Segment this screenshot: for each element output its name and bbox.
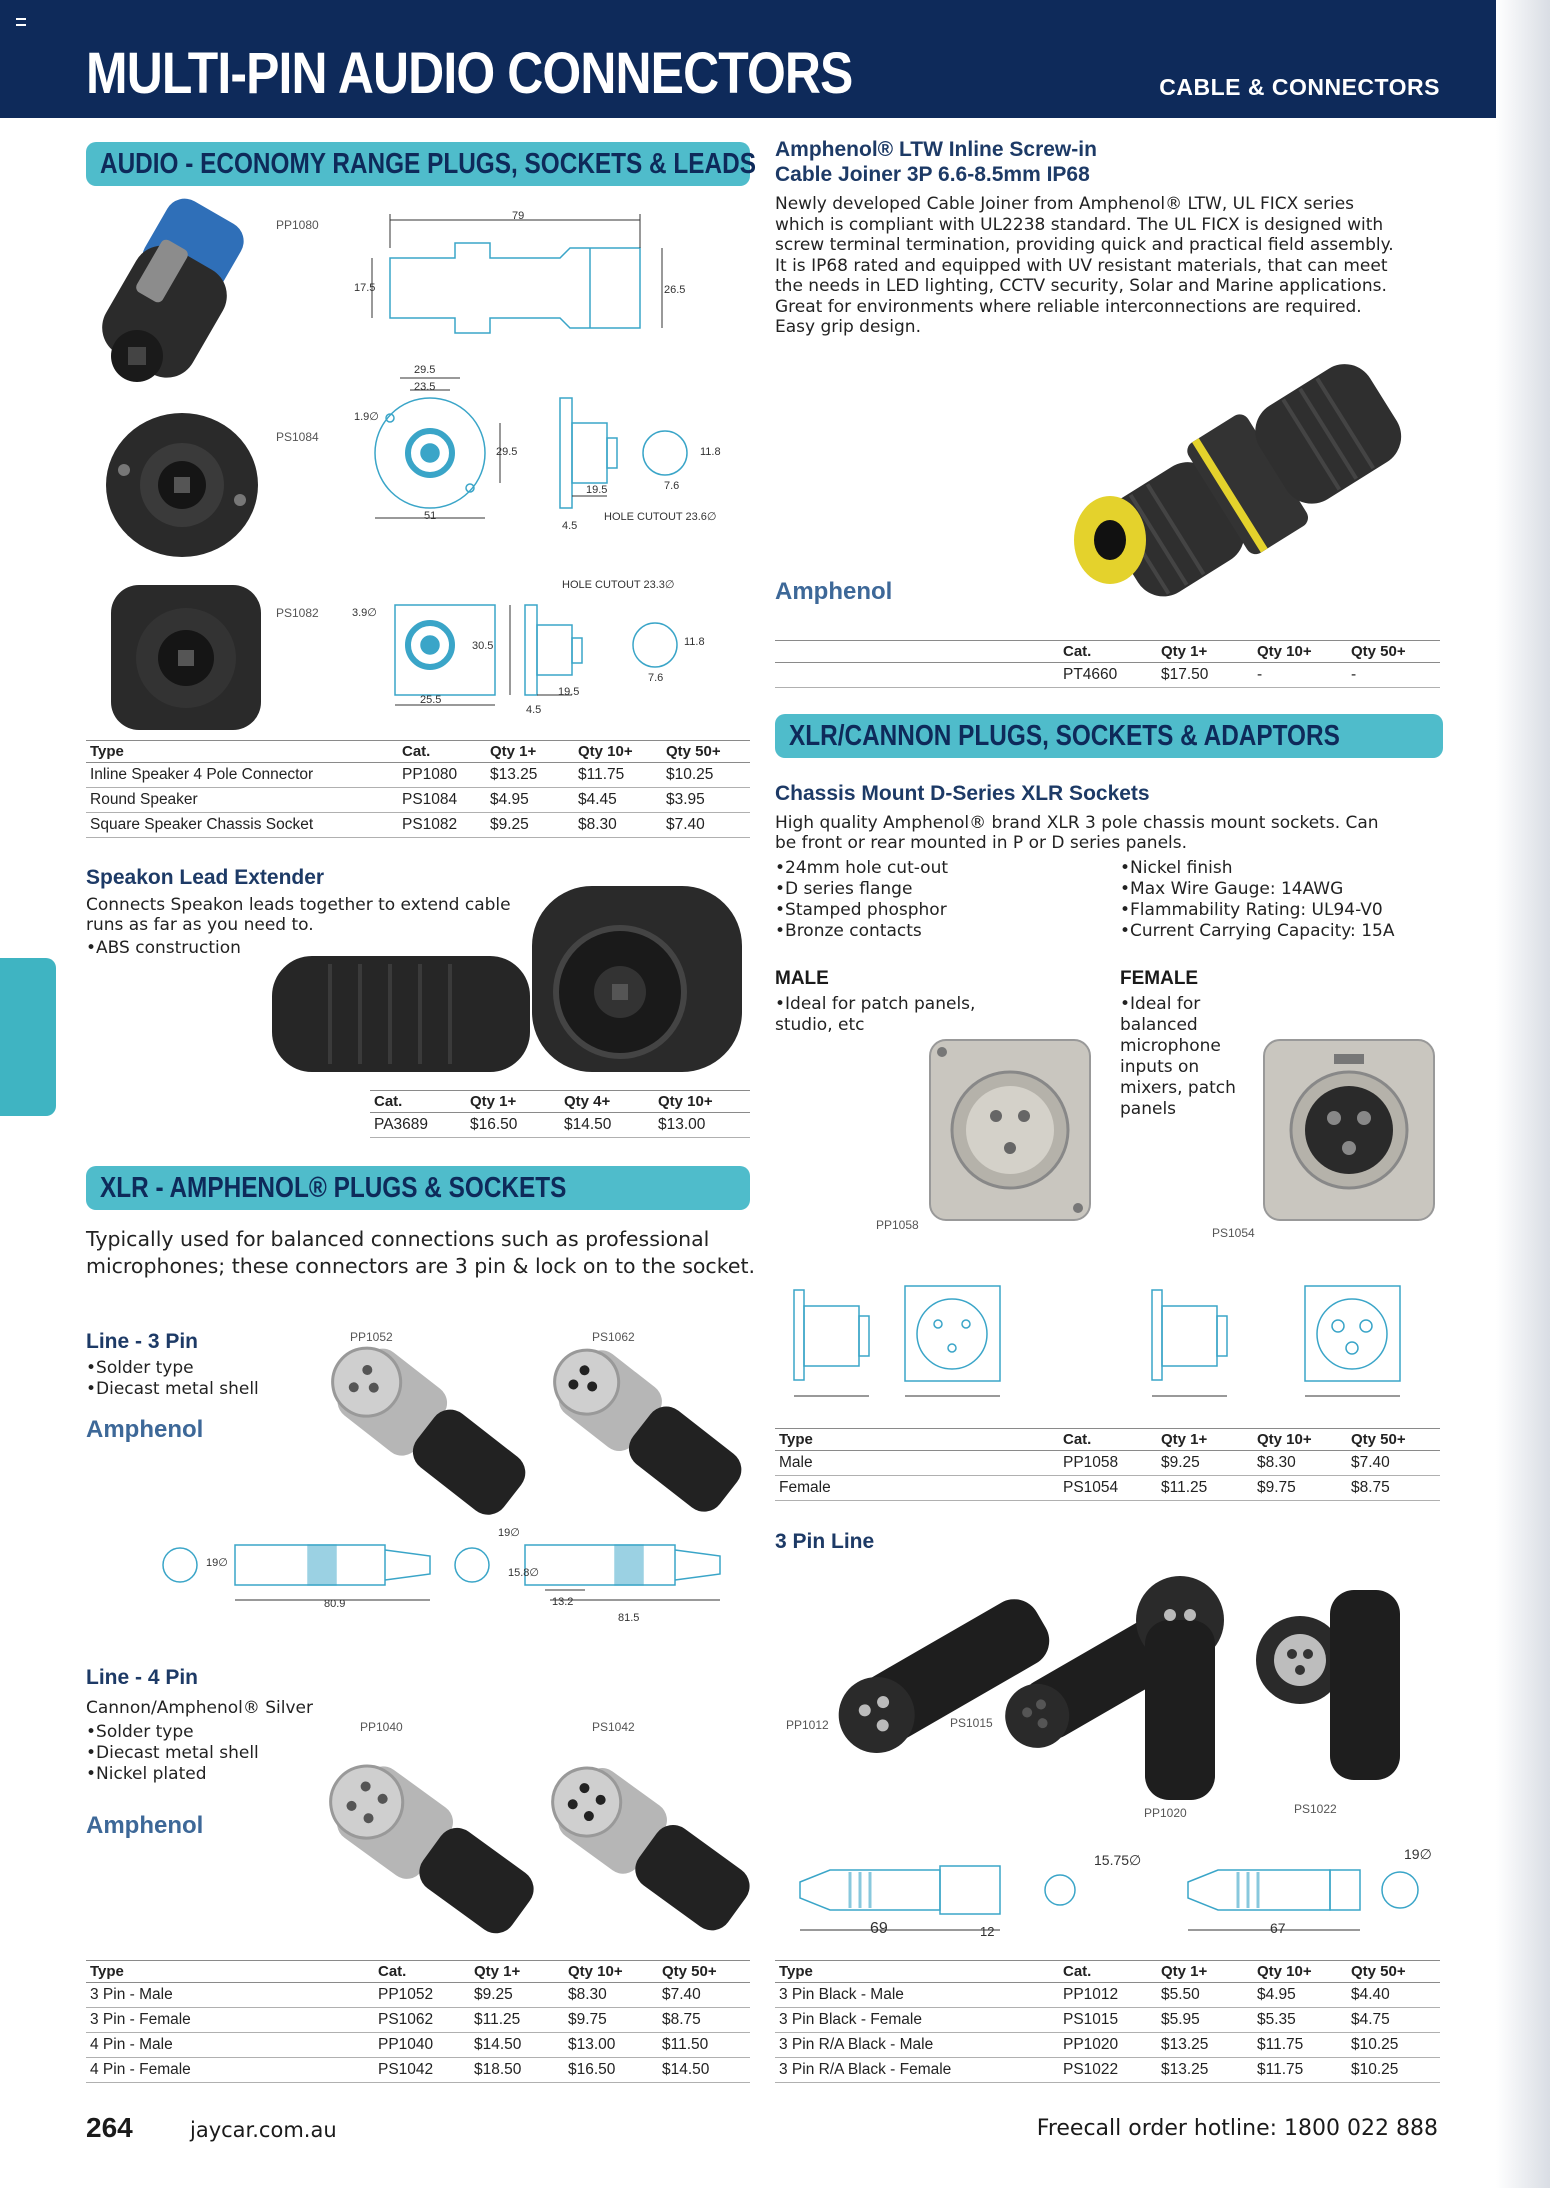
product-code: PP1080 xyxy=(276,218,319,232)
chassis-title: Chassis Mount D-Series XLR Sockets xyxy=(775,782,1150,805)
amphenol-logo: Amphenol xyxy=(86,1416,204,1443)
amphenol-logo: Amphenol xyxy=(86,1812,204,1839)
line3-black-title: 3 Pin Line xyxy=(775,1530,875,1553)
speakon-title: Speakon Lead Extender xyxy=(86,866,325,889)
product-code: PP1058 xyxy=(876,1218,919,1232)
col-header: Qty 10+ xyxy=(1253,1429,1347,1451)
col-header: Qty 10+ xyxy=(654,1091,750,1113)
chassis-bullets-right: • Nickel finish • Max Wire Gauge: 14AWG • Flammability Rating: UL94-V0 • Current Carrying Capacity: 15A xyxy=(1120,858,1450,942)
dimension-label: 15.8∅ xyxy=(508,1567,539,1579)
dimension-label: 25.5 xyxy=(420,694,442,706)
col-header: Cat. xyxy=(1059,1961,1157,1983)
joiner-title-1: Amphenol® LTW Inline Screw-in xyxy=(775,138,1097,161)
xlr-4pin-plugs-photo xyxy=(300,1726,760,1926)
dimension-label: 19.5 xyxy=(558,686,580,698)
amphenol-logo: Amphenol xyxy=(775,578,893,605)
dimension-label: 11.8 xyxy=(684,636,705,648)
line3-bullets: • Solder type • Diecast metal shell xyxy=(86,1358,259,1400)
col-header: Qty 1+ xyxy=(1157,641,1253,663)
table-row: Round Speaker PS1084 $4.95 $4.45 $3.95 xyxy=(86,788,750,813)
col-header: Type xyxy=(86,741,398,763)
col-header: Type xyxy=(775,1961,1059,1983)
table-row: 3 Pin R/A Black - Female PS1022 $13.25 $11.75 $10.25 xyxy=(775,2058,1440,2083)
header-bar xyxy=(0,0,1550,118)
male-heading: MALE xyxy=(775,968,829,989)
square-speaker-socket-photo xyxy=(106,580,266,735)
xlr-amphenol-desc: Typically used for balanced connections such as professional microphones; these connectors are 3 pin & lock on to the socket. xyxy=(86,1227,756,1278)
product-code: PP1052 xyxy=(350,1330,393,1344)
xlr-3pin-plugs-photo xyxy=(300,1316,760,1516)
dimension-label: 7.6 xyxy=(664,480,680,492)
economy-banner: AUDIO - ECONOMY RANGE PLUGS, SOCKETS & LEADS xyxy=(86,142,750,186)
chassis-price-table xyxy=(775,1428,1440,1501)
col-header: Qty 10+ xyxy=(574,741,662,763)
col-header: Cat. xyxy=(1059,641,1157,663)
col-header: Qty 10+ xyxy=(564,1961,658,1983)
col-header: Qty 1+ xyxy=(1157,1961,1253,1983)
table-row: Male PP1058 $9.25 $8.30 $7.40 xyxy=(775,1451,1440,1476)
dimension-label: 4.5 xyxy=(526,704,542,716)
chassis-xlr-drawings xyxy=(780,1266,1440,1406)
dimension-label: 4.5 xyxy=(562,520,578,532)
table-row: Square Speaker Chassis Socket PS1082 $9.25 $8.30 $7.40 xyxy=(86,813,750,838)
col-header: Qty 50+ xyxy=(1347,641,1440,663)
product-code: PS1084 xyxy=(276,430,319,444)
col-header: Cat. xyxy=(370,1091,466,1113)
dimension-label: 79 xyxy=(512,210,525,222)
dimension-label: 1.9∅ xyxy=(354,411,379,423)
line3-title: Line - 3 Pin xyxy=(86,1330,199,1353)
col-header xyxy=(775,641,1059,663)
dimension-label: 23.5 xyxy=(414,381,436,393)
table-row: 4 Pin - Female PS1042 $18.50 $16.50 $14.50 xyxy=(86,2058,750,2083)
table-row: Inline Speaker 4 Pole Connector PP1080 $13.25 $11.75 $10.25 xyxy=(86,763,750,788)
col-header: Qty 1+ xyxy=(470,1961,564,1983)
dimension-label: 26.5 xyxy=(664,284,686,296)
table-row: 3 Pin Black - Male PP1012 $5.50 $4.95 $4.40 xyxy=(775,1983,1440,2008)
speakon-extender-photo xyxy=(270,880,750,1080)
col-header: Cat. xyxy=(398,741,486,763)
table-row: 3 Pin - Male PP1052 $9.25 $8.30 $7.40 xyxy=(86,1983,750,2008)
xlr-female-socket-photo xyxy=(1254,1030,1444,1230)
product-code: PS1062 xyxy=(592,1330,635,1344)
dimension-label: 30.5 xyxy=(472,640,494,652)
product-code: PS1022 xyxy=(1294,1802,1337,1816)
col-header: Qty 50+ xyxy=(1347,1961,1440,1983)
speakon-bullets: • ABS construction xyxy=(86,938,241,959)
table-row: Female PS1054 $11.25 $9.75 $8.75 xyxy=(775,1476,1440,1501)
dimension-label: 7.6 xyxy=(648,672,664,684)
product-code: PP1040 xyxy=(360,1720,403,1734)
chassis-desc: High quality Amphenol® brand XLR 3 pole chassis mount sockets. Can be front or rear mounted in P or D series panels. xyxy=(775,813,1379,853)
page-title: MULTI-PIN AUDIO CONNECTORS xyxy=(86,41,853,106)
black-xlr-plugs-photo xyxy=(830,1560,1450,1820)
dimension-label: 19.5 xyxy=(586,484,608,496)
col-header: Qty 1+ xyxy=(466,1091,560,1113)
dimension-label: 69 xyxy=(870,1920,888,1937)
dimension-label: 19∅ xyxy=(206,1557,228,1569)
dimension-label: HOLE CUTOUT 23.3∅ xyxy=(562,579,675,591)
dimension-label: 29.5 xyxy=(414,364,436,376)
joiner-desc: Newly developed Cable Joiner from Amphenol® LTW, UL FICX series which is compliant with UL2238 standard. The UL FICX is designed with screw terminal termination, providing quick and practical field assembly. It is IP68 rated and equipped with UV resistant materials, that can meet the needs in LED lighting, CCTV security, Solar and Marine applications. Great for environments where reliable interconnections are required. Easy grip design. xyxy=(775,194,1394,337)
col-header: Qty 1+ xyxy=(1157,1429,1253,1451)
table-row: 3 Pin R/A Black - Male PP1020 $13.25 $11.75 $10.25 xyxy=(775,2033,1440,2058)
chassis-bullets-left: • 24mm hole cut-out • D series flange • Stamped phosphor • Bronze contacts xyxy=(775,858,1105,942)
menu-icon[interactable] xyxy=(16,18,26,26)
col-header: Cat. xyxy=(1059,1429,1157,1451)
product-code: PS1042 xyxy=(592,1720,635,1734)
joiner-price-table xyxy=(775,640,1440,688)
hotline-text: Freecall order hotline: 1800 022 888 xyxy=(1036,2116,1438,2141)
col-header: Qty 10+ xyxy=(1253,1961,1347,1983)
round-speaker-socket-photo xyxy=(104,410,264,560)
table-row: PA3689 $16.50 $14.50 $13.00 xyxy=(370,1113,750,1138)
dimension-label: 81.5 xyxy=(618,1612,640,1624)
col-header: Qty 1+ xyxy=(486,741,574,763)
xlr-male-socket-photo xyxy=(920,1030,1100,1230)
col-header: Qty 4+ xyxy=(560,1091,654,1113)
col-header: Qty 10+ xyxy=(1253,641,1347,663)
line4-subtitle: Cannon/Amphenol® Silver xyxy=(86,1698,314,1718)
xlr-amphenol-banner: XLR - AMPHENOL® PLUGS & SOCKETS xyxy=(86,1166,750,1210)
line4-title: Line - 4 Pin xyxy=(86,1666,199,1689)
dimension-label: 67 xyxy=(1270,1920,1286,1936)
section-label: CABLE & CONNECTORS xyxy=(1159,74,1440,100)
dimension-label: 19∅ xyxy=(1404,1846,1432,1862)
col-header: Type xyxy=(86,1961,374,1983)
dimension-label: 17.5 xyxy=(354,282,376,294)
dimension-label: 19∅ xyxy=(498,1527,520,1539)
xlr-3pin-drawing xyxy=(150,1520,750,1620)
dimension-label: 80.9 xyxy=(324,1598,346,1610)
dimension-label: 12 xyxy=(980,1924,995,1939)
dimension-label: 51 xyxy=(424,510,437,522)
cable-joiner-photo xyxy=(1060,340,1430,620)
table-row: 4 Pin - Male PP1040 $14.50 $13.00 $11.50 xyxy=(86,2033,750,2058)
dimension-label: 11.8 xyxy=(700,446,721,458)
xlr-amphenol-price-table xyxy=(86,1960,750,2083)
dimension-label: 13.2 xyxy=(552,1596,574,1608)
dimension-label: 29.5 xyxy=(496,446,518,458)
product-code: PP1012 xyxy=(786,1718,829,1732)
table-row: 3 Pin - Female PS1062 $11.25 $9.75 $8.75 xyxy=(86,2008,750,2033)
black-xlr-price-table xyxy=(775,1960,1440,2083)
dimension-label: HOLE CUTOUT 23.6∅ xyxy=(604,511,717,523)
col-header: Qty 50+ xyxy=(662,741,750,763)
page-edge-shadow xyxy=(1496,0,1550,2188)
joiner-title-2: Cable Joiner 3P 6.6-8.5mm IP68 xyxy=(775,163,1090,186)
xlr-cannon-banner: XLR/CANNON PLUGS, SOCKETS & ADAPTORS xyxy=(775,714,1443,758)
economy-price-table xyxy=(86,740,750,838)
line4-bullets: • Solder type • Diecast metal shell • Nickel plated xyxy=(86,1722,259,1785)
col-header: Qty 50+ xyxy=(1347,1429,1440,1451)
dimension-label: 3.9∅ xyxy=(352,607,377,619)
table-row: 3 Pin Black - Female PS1015 $5.95 $5.35 $4.75 xyxy=(775,2008,1440,2033)
product-code: PS1054 xyxy=(1212,1226,1255,1240)
male-bullets: • Ideal for patch panels, studio, etc xyxy=(775,994,995,1036)
square-speaker-drawing xyxy=(360,590,730,720)
speakon-price-table xyxy=(370,1090,750,1138)
col-header: Type xyxy=(775,1429,1059,1451)
col-header: Cat. xyxy=(374,1961,470,1983)
inline-speaker-drawing xyxy=(360,208,700,348)
product-code: PS1082 xyxy=(276,606,319,620)
product-code: PP1020 xyxy=(1144,1806,1187,1820)
product-code: PS1015 xyxy=(950,1716,993,1730)
dimension-label: 15.75∅ xyxy=(1094,1852,1142,1868)
table-row: PT4660 $17.50 - - xyxy=(775,663,1440,688)
col-header: Qty 50+ xyxy=(658,1961,750,1983)
female-bullets: • Ideal for balanced microphone inputs on mixers, patch panels xyxy=(1120,994,1260,1120)
page-number: 264 xyxy=(86,2112,133,2143)
chapter-tab[interactable] xyxy=(0,958,56,1116)
website-link[interactable]: jaycar.com.au xyxy=(190,2118,337,2142)
speakon-desc: Connects Speakon leads together to extend cable runs as far as you need to. xyxy=(86,895,511,935)
female-heading: FEMALE xyxy=(1120,968,1199,989)
inline-speaker-plug-photo xyxy=(92,206,262,396)
